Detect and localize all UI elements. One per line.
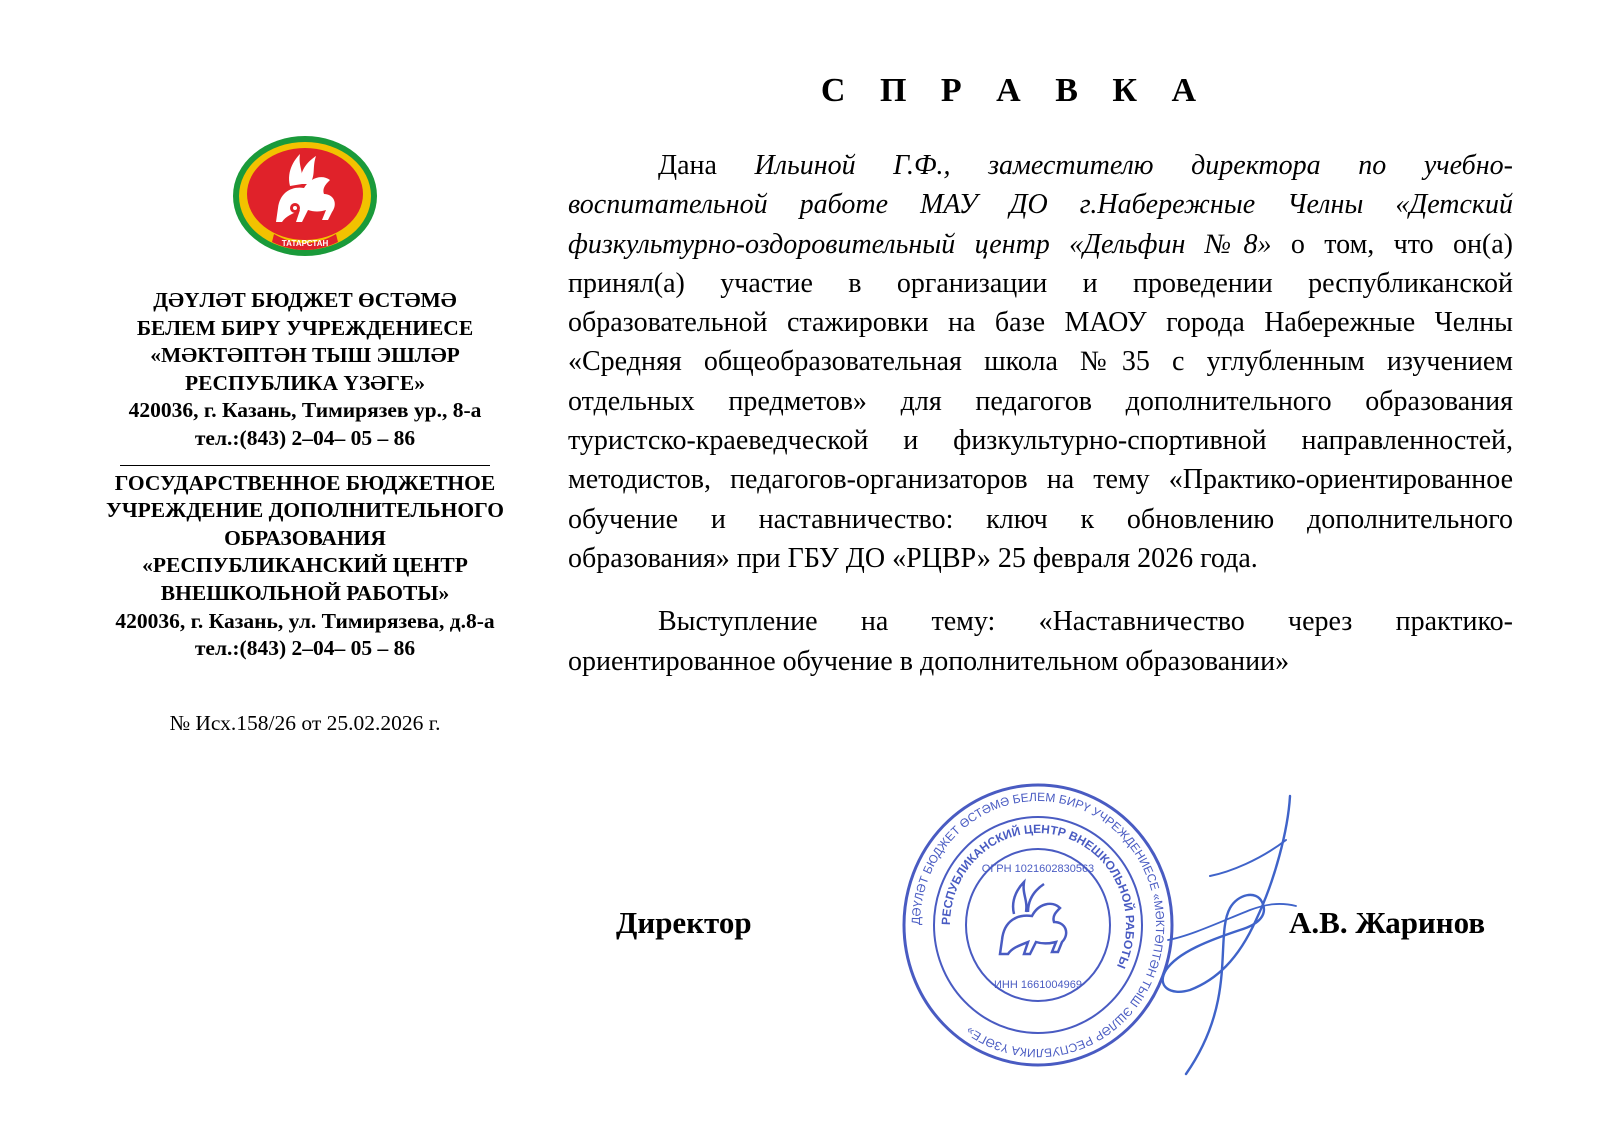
outgoing-number: № Исх.158/26 от 25.02.2026 г. bbox=[169, 710, 441, 735]
handwritten-signature-icon bbox=[1060, 790, 1330, 1080]
tatar-name-block bbox=[60, 287, 550, 453]
para-rest: о том, что он(а) принял(а) участие в организации и проведении республиканской образовательной стажировки на базе МАОУ города Набережные Челны «Средняя общеобразовательная школа №35 с углубленным изучением отдельных предметов» для педагогов дополнительного образования туристско-краеведческой и физкультурно-спортивной направленностей, методистов, педагогов-организаторов на тему «Практико-ориентированное обучение и наставничество: ключ к обновлению дополнительного образования» при ГБУ ДО «РЦВР» 25 февраля 2026 года. bbox=[568, 228, 1513, 574]
stamp-outer-text: ДӘҮЛӘТ БЮДЖЕТ ӨСТӘМӘ БЕЛЕМ БИРҮ УЧРЕЖДЕНИЕСЕ «МӘКТӘПТӘН ТЫШ ЭШЛӘР РЕСПУБЛИКА ҮЗӘГЕ» bbox=[908, 789, 1168, 1061]
header-line: ДӘҮЛӘТ БЮДЖЕТ ӨСТӘМӘ bbox=[153, 288, 457, 312]
header-address: 420036, г. Казань, Тимирязев ур., 8-а bbox=[128, 398, 482, 423]
header-line: РЕСПУБЛИКА ҮЗӘГЕ» bbox=[185, 370, 425, 395]
header-line: УЧРЕЖДЕНИЕ ДОПОЛНИТЕЛЬНОГО bbox=[106, 498, 504, 523]
organization-header bbox=[60, 130, 550, 736]
stamp-inn: ИНН 1661004969 bbox=[993, 979, 1083, 991]
recipient-name: Ильиной Г.Ф., заместителю директора по учебно-воспитательной работе МАУ ДО г.Набережные Челны «Детский физкультурно-оздоровительный центр «Дельфин №8» bbox=[568, 150, 1513, 260]
header-line: ОБРАЗОВАНИЯ bbox=[224, 525, 386, 550]
header-divider bbox=[120, 459, 490, 466]
stamp-inner-text: РЕСПУБЛИКАНСКИЙ ЦЕНТР ВНЕШКОЛЬНОЙ РАБОТЫ bbox=[938, 821, 1138, 971]
russian-name-block bbox=[60, 470, 550, 663]
signer-role: Директор bbox=[616, 905, 752, 940]
header-phone: тел.:(843) 2–04– 05 – 86 bbox=[194, 636, 416, 661]
header-line: «РЕСПУБЛИКАНСКИЙ ЦЕНТР bbox=[142, 553, 468, 578]
header-line: ГОСУДАРСТВЕННОЕ БЮДЖЕТНОЕ bbox=[114, 470, 496, 495]
header-phone: тел.:(843) 2–04– 05 – 86 bbox=[194, 425, 416, 450]
header-address: 420036, г. Казань, ул. Тимирязева, д.8-а bbox=[115, 608, 495, 633]
document-body bbox=[568, 146, 1513, 681]
main-paragraph bbox=[568, 146, 1513, 578]
stamp-ogrn: ОГРН 1021602830563 bbox=[981, 863, 1095, 875]
tatarstan-emblem-icon bbox=[230, 134, 380, 259]
header-line: БЕЛЕМ БИРҮ УЧРЕЖДЕНИЕСЕ bbox=[136, 315, 474, 340]
header-line: «МӘКТӘПТӘН ТЫШ ЭШЛӘР bbox=[150, 343, 460, 368]
document-title: С П Р А В К А bbox=[820, 72, 1210, 109]
signer-name: А.В. Жаринов bbox=[1289, 905, 1486, 940]
emblem-caption: ТАТАРСТАН bbox=[281, 239, 329, 248]
speech-paragraph: Выступление на тему: «Наставничество через практико-ориентированное обучение в дополнительном образовании» bbox=[568, 606, 1513, 677]
header-line: ВНЕШКОЛЬНОЙ РАБОТЫ» bbox=[160, 580, 450, 605]
para-lead: Дана bbox=[658, 150, 755, 181]
